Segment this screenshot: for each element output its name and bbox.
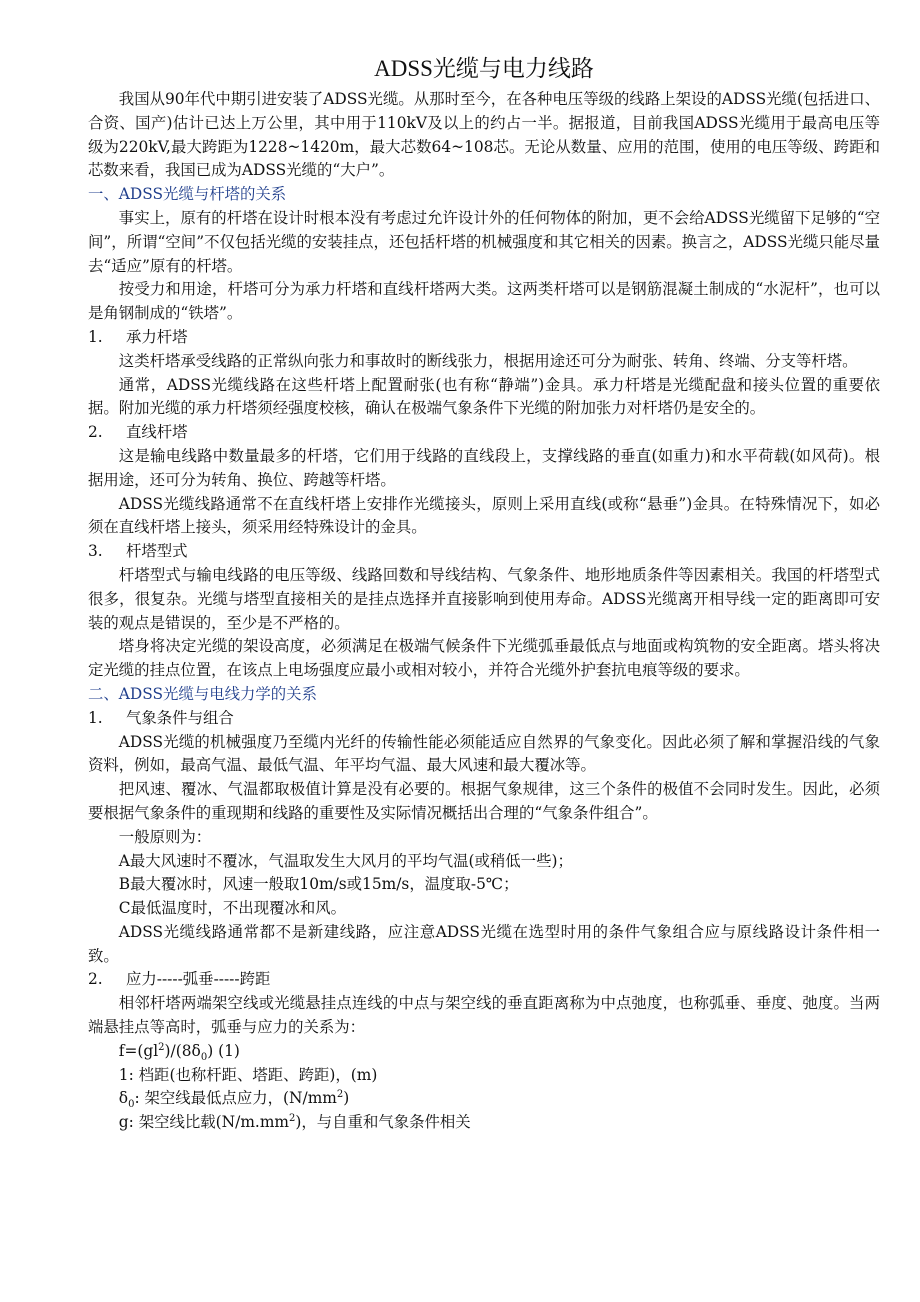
subsection-label: 气象条件与组合 — [126, 708, 234, 727]
delta-symbol: δ — [118, 1089, 129, 1108]
formula-part: ) (1) — [207, 1041, 240, 1060]
subsection-2-1-paragraph-1: ADSS光缆的机械强度乃至缆内光纤的传输性能必须能适应自然界的气象变化。因此必须了解和掌握沿线的气象资料，例如，最高气温、最低气温、年平均气温、最大风速和最大覆冰等。 — [88, 732, 880, 775]
g-text-end: )，与自重和气象条件相关 — [295, 1113, 471, 1132]
subsection-2-2-paragraph-1: 相邻杆塔两端架空线或光缆悬挂点连线的中点与架空线的垂直距离称为中点弛度，也称弧垂、垂度、弛度。当两端悬挂点等高时，弧垂与应力的关系为： — [88, 994, 880, 1037]
unit-exponent: 2 — [289, 1113, 296, 1125]
subsection-number: 1. — [88, 327, 103, 346]
subsection-label: 承力杆塔 — [126, 327, 188, 346]
subsection-2-1-paragraph-3: ADSS光缆线路通常都不是新建线路，应注意ADSS光缆在选型时用的条件气象组合应与原线路设计条件相一致。 — [88, 922, 880, 965]
subsection-number: 2. — [88, 970, 103, 989]
subsection-label: 直线杆塔 — [126, 423, 188, 442]
subsection-2-2-heading — [88, 968, 880, 992]
general-principle-label: 一般原则为： — [118, 827, 212, 846]
rule-c: C最低温度时，不出现覆冰和风。 — [118, 899, 347, 918]
delta-text: : 架空线最低点应力，(N/mm — [134, 1089, 337, 1108]
subsection-1-3-heading — [88, 540, 880, 564]
subsection-2-1-heading — [88, 707, 880, 731]
variable-l-definition: 1: 档距(也称杆距、塔距、跨距)，(m) — [118, 1065, 378, 1084]
formula-part: f=(gl — [118, 1041, 159, 1060]
subsection-1-2-paragraph-2: ADSS光缆线路通常不在直线杆塔上安排作光缆接头，原则上采用直线(或称“悬垂”)金具。在特殊情况下，如必须在直线杆塔上接头，须采用经特殊设计的金具。 — [88, 494, 880, 537]
g-text: g: 架空线比载(N/m.mm — [118, 1113, 290, 1132]
subsection-label: 应力-----弧垂-----跨距 — [126, 970, 271, 989]
formula-subscript: 0 — [200, 1051, 208, 1063]
subsection-label: 杆塔型式 — [126, 542, 188, 561]
intro-paragraph: 我国从90年代中期引进安装了ADSS光缆。从那时至今，在各种电压等级的线路上架设的ADSS光缆(包括进口、合资、国产)估计已达上万公里，其中用于110kV及以上的约占一半。据报道，目前我国ADSS光缆用于最高电压等级为220kV,最大跨距为1228~1420m，最大芯数64~108芯。无论从数量、应用的范围，使用的电压等级、跨距和芯数来看，我国已成为ADSS光缆的“大户”。 — [88, 90, 880, 180]
document-title: ADSS光缆与电力线路 — [374, 56, 594, 81]
section1-paragraph-1: 事实上，原有的杆塔在设计时根本没有考虑过允许设计外的任何物体的附加，更不会给ADSS光缆留下足够的“空间”，所谓“空间”不仅包括光缆的安装挂点，还包括杆塔的机械强度和其它相关的因素。换言之，ADSS光缆只能尽量去“适应”原有的杆塔。 — [88, 208, 880, 275]
section2-heading: 二、ADSS光缆与电线力学的关系 — [88, 684, 317, 703]
subsection-number: 2. — [88, 423, 103, 442]
subsection-number: 3. — [88, 542, 103, 561]
sag-formula — [88, 1040, 880, 1064]
formula-exponent: 2 — [158, 1041, 165, 1053]
subsection-1-2-heading — [88, 421, 880, 445]
section1-paragraph-2: 按受力和用途，杆塔可分为承力杆塔和直线杆塔两大类。这两类杆塔可以是钢筋混凝土制成的“水泥杆”，也可以是角钢制成的“铁塔”。 — [88, 280, 880, 323]
formula-part: )/(8δ — [164, 1041, 201, 1060]
subsection-1-3-paragraph-2: 塔身将决定光缆的架设高度，必须满足在极端气候条件下光缆弧垂最低点与地面或构筑物的安全距离。塔头将决定光缆的挂点位置，在该点上电场强度应最小或相对较小，并符合光缆外护套抗电痕等级的要求。 — [88, 637, 880, 680]
subsection-1-2-paragraph-1: 这是输电线路中数量最多的杆塔，它们用于线路的直线段上，支撑线路的垂直(如重力)和水平荷载(如风荷)。根据用途，还可分为转角、换位、跨越等杆塔。 — [88, 446, 880, 489]
subsection-number: 1. — [88, 708, 103, 727]
variable-g-definition — [88, 1111, 880, 1135]
subsection-1-3-paragraph-1: 杆塔型式与输电线路的电压等级、线路回数和导线结构、气象条件、地形地质条件等因素相关。我国的杆塔型式很多，很复杂。光缆与塔型直接相关的是挂点选择并直接影响到使用寿命。ADSS光缆离开相导线一定的距离即可安装的观点是错误的，至少是不严格的。 — [88, 565, 880, 632]
delta-text-end: ) — [343, 1089, 350, 1108]
subsection-1-1-heading — [88, 326, 880, 350]
rule-a: A最大风速时不覆冰，气温取发生大风月的平均气温(或稍低一些)； — [118, 851, 573, 870]
unit-exponent: 2 — [336, 1089, 344, 1101]
section1-heading: 一、ADSS光缆与杆塔的关系 — [88, 185, 287, 204]
subsection-1-1-paragraph-2: 通常，ADSS光缆线路在这些杆塔上配置耐张(也有称“静端”)金具。承力杆塔是光缆配盘和接头位置的重要依据。附加光缆的承力杆塔须经强度校核，确认在极端气象条件下光缆的附加张力对杆塔仍是安全的。 — [88, 375, 880, 418]
rule-b: B最大覆冰时，风速一般取10m/s或15m/s，温度取-5℃； — [118, 875, 519, 894]
subsection-2-1-paragraph-2: 把风速、覆冰、气温都取极值计算是没有必要的。根据气象规律，这三个条件的极值不会同时发生。因此，必须要根据气象条件的重现期和线路的重要性及实际情况概括出合理的“气象条件组合”。 — [88, 780, 880, 822]
delta-subscript: 0 — [128, 1099, 135, 1111]
subsection-1-1-paragraph-1: 这类杆塔承受线路的正常纵向张力和事故时的断线张力，根据用途还可分为耐张、转角、终端、分支等杆塔。 — [118, 351, 858, 370]
variable-delta-definition — [88, 1087, 880, 1111]
